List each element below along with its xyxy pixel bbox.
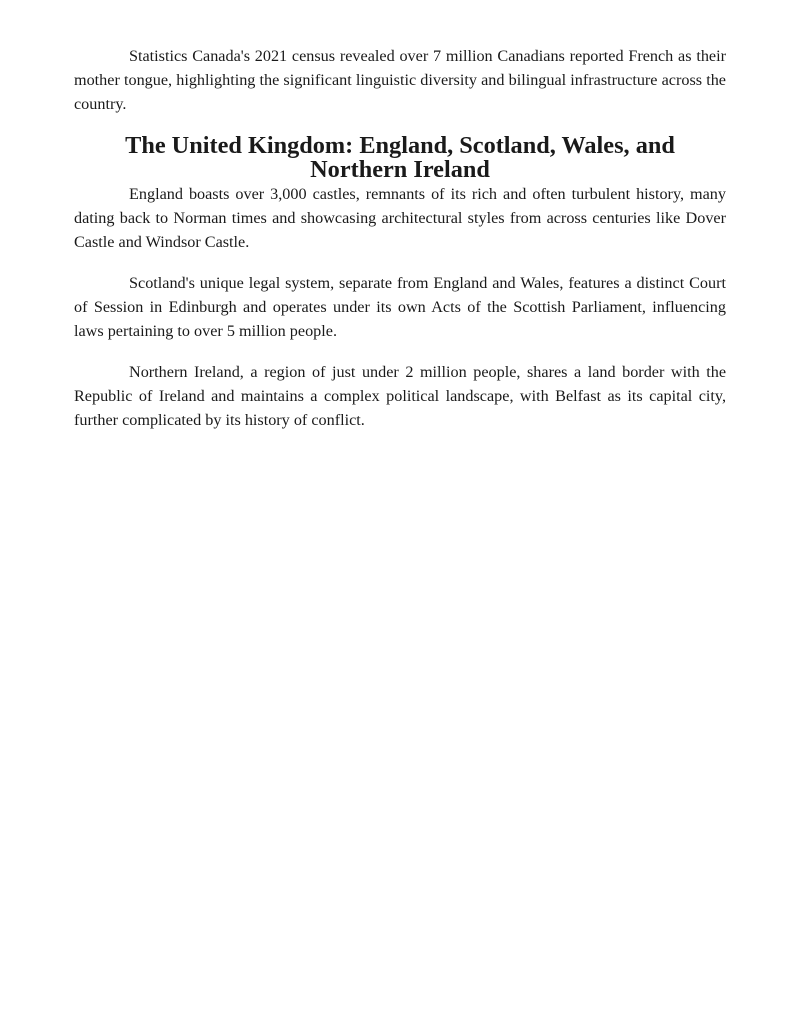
section-heading: The United Kingdom: England, Scotland, Wales, and Northern Ireland [125, 132, 675, 183]
paragraph-scotland: Scotland's unique legal system, separate from England and Wales, features a distinct Court of Session in Edinburgh and operates under its own Acts of the Scottish Parliament, influencing laws pertaining to over 5 million people. [74, 274, 726, 340]
paragraph-northern-ireland: Northern Ireland, a region of just under 2 million people, shares a land border with the Republic of Ireland and maintains a complex political landscape, with Belfast as its capital city, further complicated by its history of conflict. [74, 363, 726, 429]
paragraph-england: England boasts over 3,000 castles, remnants of its rich and often turbulent history, many dating back to Norman times and showcasing architectural styles from across centuries like Dover Castle and Windsor Castle. [74, 185, 726, 251]
document-page [74, 44, 726, 432]
intro-paragraph: Statistics Canada's 2021 census revealed over 7 million Canadians reported French as their mother tongue, highlighting the significant linguistic diversity and bilingual infrastructure across the country. [74, 47, 726, 113]
